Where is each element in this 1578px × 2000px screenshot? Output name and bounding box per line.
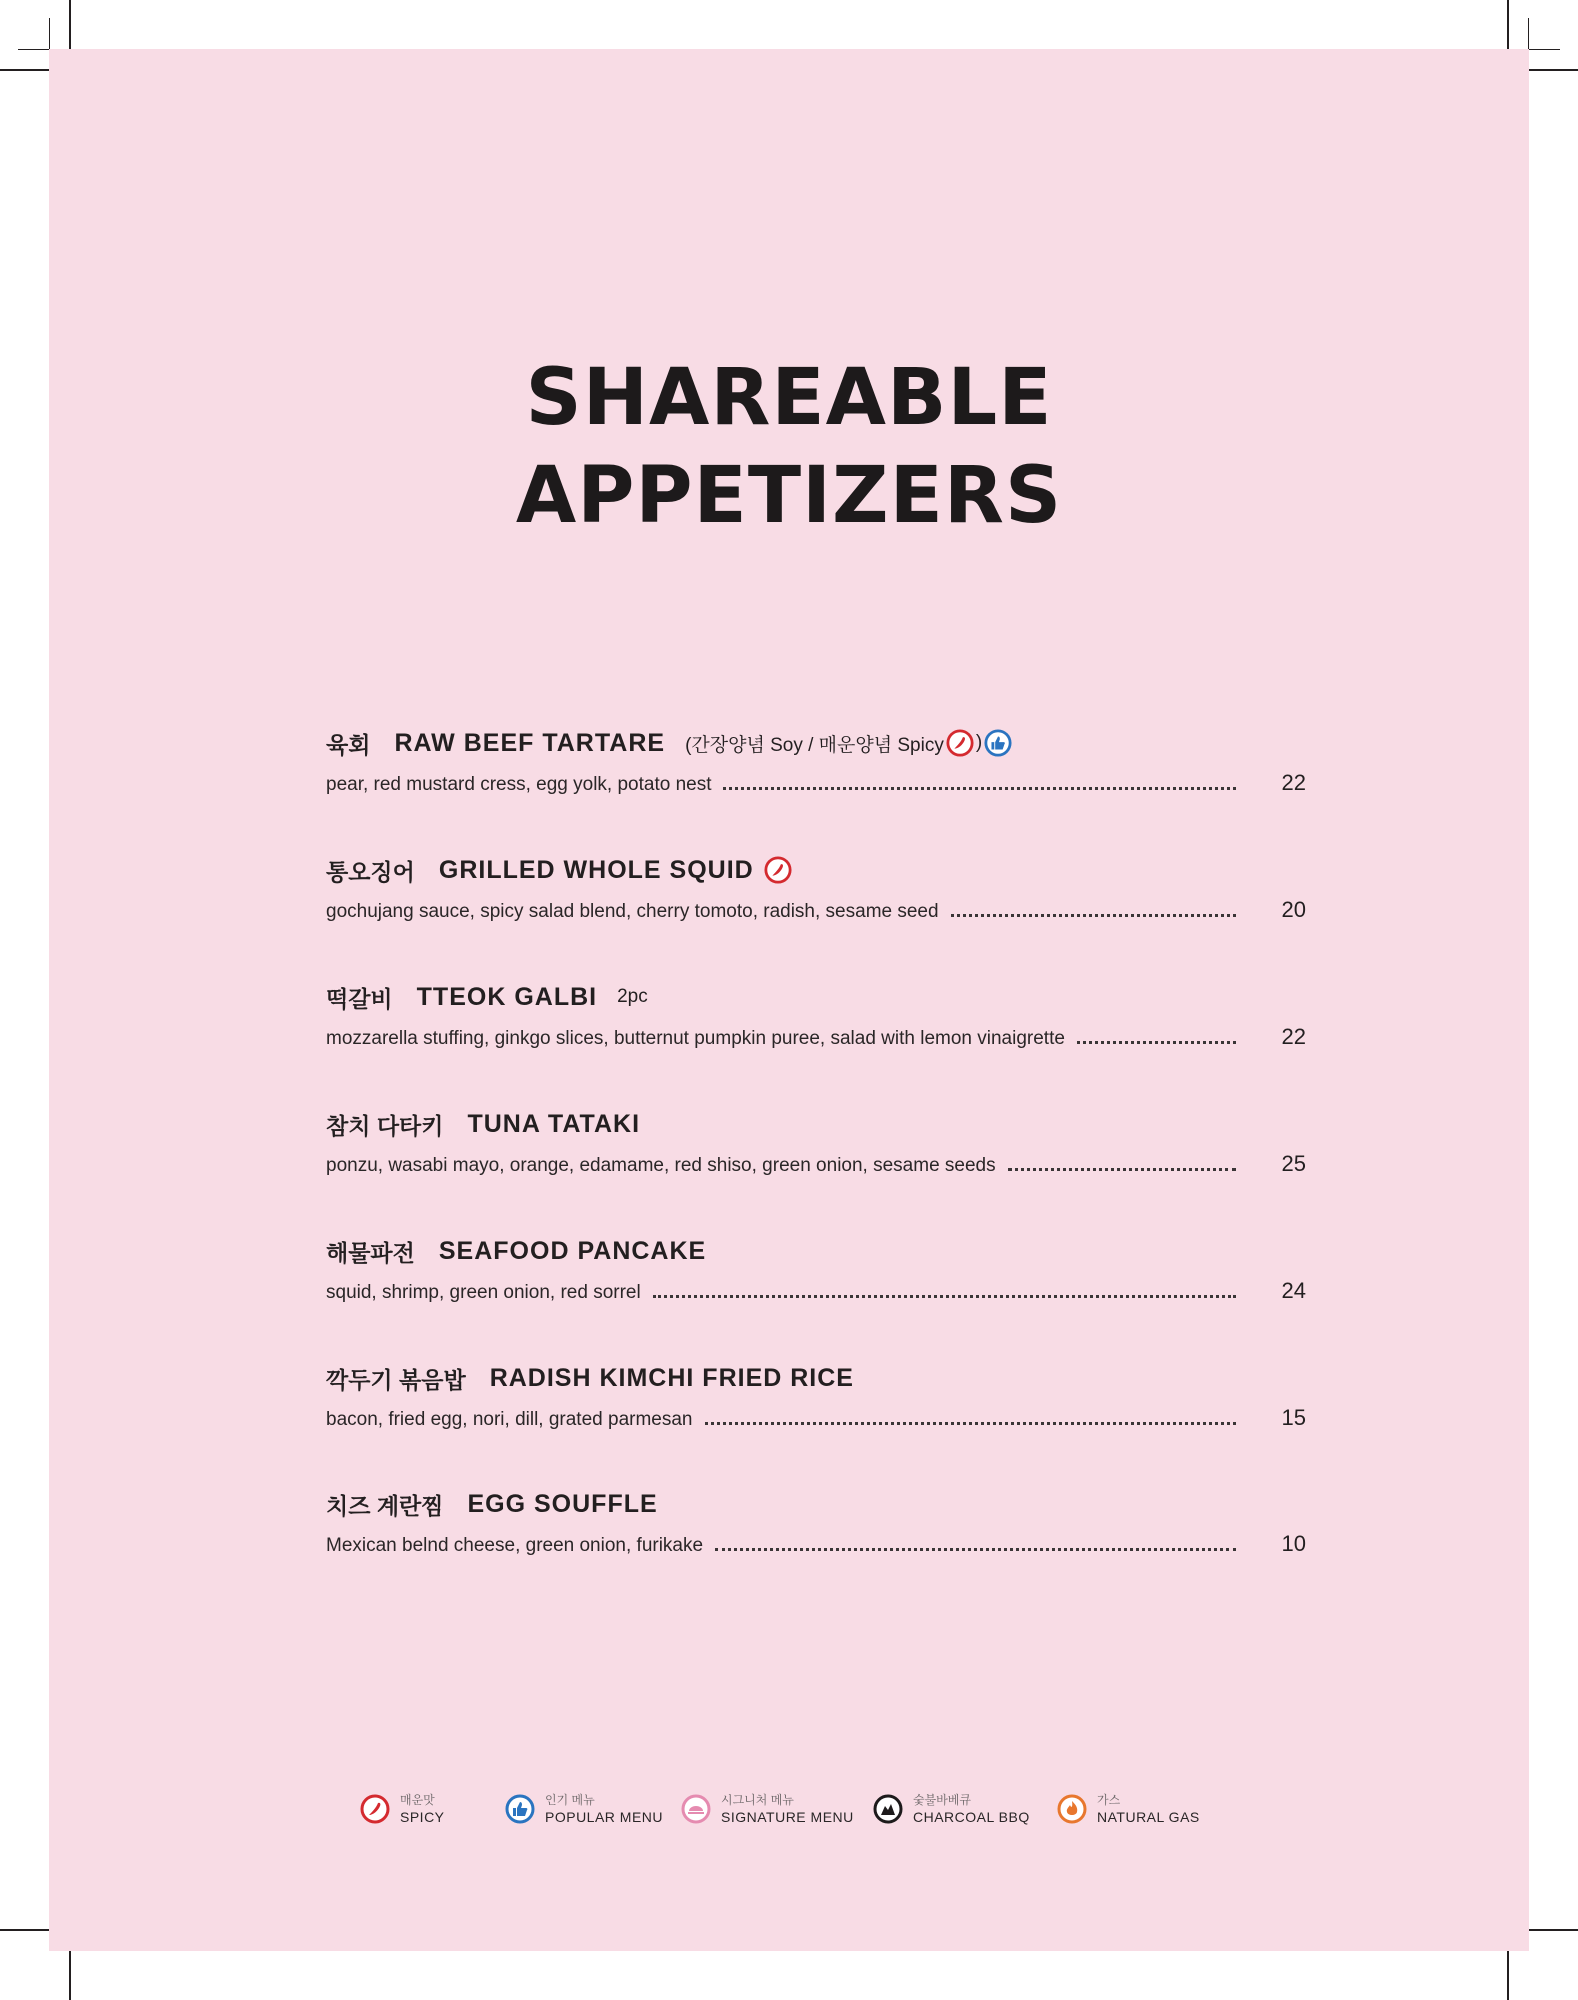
item-description: Mexican belnd cheese, green onion, furikake bbox=[326, 1535, 704, 1556]
crop-mark bbox=[1507, 1943, 1509, 2000]
item-description: pear, red mustard cress, egg yolk, potato nest bbox=[326, 774, 712, 795]
item-price: 22 bbox=[1281, 1024, 1306, 1049]
legend-korean: 숯불바베큐 bbox=[913, 1793, 971, 1807]
item-english-name: TUNA TATAKI bbox=[467, 1109, 641, 1138]
legend-item-spicy bbox=[360, 1792, 445, 1826]
menu-item bbox=[326, 1234, 1306, 1303]
spicy-icon bbox=[946, 729, 974, 757]
dot-leader bbox=[951, 908, 1236, 917]
legend-item-gas bbox=[1057, 1792, 1200, 1826]
crop-mark bbox=[1521, 69, 1578, 71]
item-korean-name: 치즈 계란찜 bbox=[326, 1492, 444, 1519]
menu-item bbox=[326, 980, 1306, 1049]
title-line-1: SHAREABLE bbox=[525, 353, 1053, 443]
item-korean-name: 통오징어 bbox=[326, 858, 415, 885]
item-description: mozzarella stuffing, ginkgo slices, butternut pumpkin puree, salad with lemon vinaigrette bbox=[326, 1028, 1065, 1049]
item-price: 24 bbox=[1281, 1278, 1306, 1303]
dot-leader bbox=[723, 781, 1236, 790]
item-korean-name: 참치 다타키 bbox=[326, 1112, 444, 1139]
popular-icon bbox=[505, 1794, 535, 1824]
dot-leader bbox=[1008, 1162, 1236, 1171]
legend-english: SIGNATURE MENU bbox=[721, 1809, 854, 1825]
legend-english: POPULAR MENU bbox=[545, 1809, 664, 1825]
legend-korean: 시그니처 메뉴 bbox=[721, 1793, 794, 1807]
signature-icon bbox=[681, 1794, 711, 1824]
item-english-name: TTEOK GALBI bbox=[416, 982, 598, 1011]
legend-english: SPICY bbox=[400, 1809, 445, 1825]
popular-icon bbox=[984, 729, 1012, 757]
item-options-close: ) bbox=[975, 732, 983, 753]
item-price: 22 bbox=[1281, 770, 1306, 795]
legend-korean: 매운맛 bbox=[400, 1793, 435, 1807]
legend-english: CHARCOAL BBQ bbox=[913, 1809, 1030, 1825]
item-english-name: SEAFOOD PANCAKE bbox=[438, 1236, 707, 1265]
item-english-name: RAW BEEF TARTARE bbox=[394, 728, 666, 757]
item-description: gochujang sauce, spicy salad blend, cherry tomoto, radish, sesame seed bbox=[326, 901, 939, 922]
legend-korean: 인기 메뉴 bbox=[545, 1793, 595, 1807]
menu-item bbox=[326, 853, 1306, 922]
item-description: ponzu, wasabi mayo, orange, edamame, red shiso, green onion, sesame seeds bbox=[326, 1155, 996, 1176]
item-korean-name: 육회 bbox=[326, 731, 371, 758]
dot-leader bbox=[1077, 1035, 1236, 1044]
icon-legend bbox=[0, 1792, 1578, 1836]
dot-leader bbox=[715, 1542, 1236, 1551]
legend-item-charcoal bbox=[873, 1792, 1030, 1826]
menu-item bbox=[326, 1361, 1306, 1430]
item-korean-name: 떡갈비 bbox=[326, 985, 393, 1012]
legend-item-signature bbox=[681, 1792, 854, 1826]
item-price: 25 bbox=[1281, 1151, 1306, 1176]
legend-korean: 가스 bbox=[1097, 1793, 1121, 1807]
item-price: 20 bbox=[1281, 897, 1306, 922]
item-english-name: RADISH KIMCHI FRIED RICE bbox=[489, 1363, 854, 1392]
item-description: squid, shrimp, green onion, red sorrel bbox=[326, 1282, 641, 1303]
crop-mark bbox=[69, 1943, 71, 2000]
item-description: bacon, fried egg, nori, dill, grated parmesan bbox=[326, 1409, 693, 1430]
item-price: 10 bbox=[1281, 1531, 1306, 1556]
crop-mark bbox=[1521, 1929, 1578, 1931]
item-english-name: GRILLED WHOLE SQUID bbox=[438, 855, 754, 884]
menu-item bbox=[326, 726, 1306, 795]
spicy-icon bbox=[360, 1794, 390, 1824]
menu-item bbox=[326, 1107, 1306, 1176]
title-line-2: APPETIZERS bbox=[515, 451, 1063, 541]
item-options bbox=[685, 729, 1014, 757]
item-korean-name: 해물파전 bbox=[326, 1239, 415, 1266]
item-english-name: EGG SOUFFLE bbox=[467, 1489, 658, 1518]
dot-leader bbox=[705, 1416, 1237, 1425]
dot-leader bbox=[653, 1289, 1236, 1298]
gas-icon bbox=[1057, 1794, 1087, 1824]
charcoal-icon bbox=[873, 1794, 903, 1824]
legend-item-popular bbox=[505, 1792, 663, 1826]
item-price: 15 bbox=[1281, 1405, 1306, 1430]
spicy-icon bbox=[764, 856, 792, 884]
page-title bbox=[49, 349, 1529, 545]
menu-item bbox=[326, 1487, 1306, 1556]
legend-english: NATURAL GAS bbox=[1097, 1809, 1200, 1825]
item-note: 2pc bbox=[617, 986, 648, 1007]
item-korean-name: 깍두기 볶음밥 bbox=[326, 1366, 466, 1393]
item-options-text: (간장양념 Soy / 매운양념 Spicy bbox=[685, 734, 944, 756]
